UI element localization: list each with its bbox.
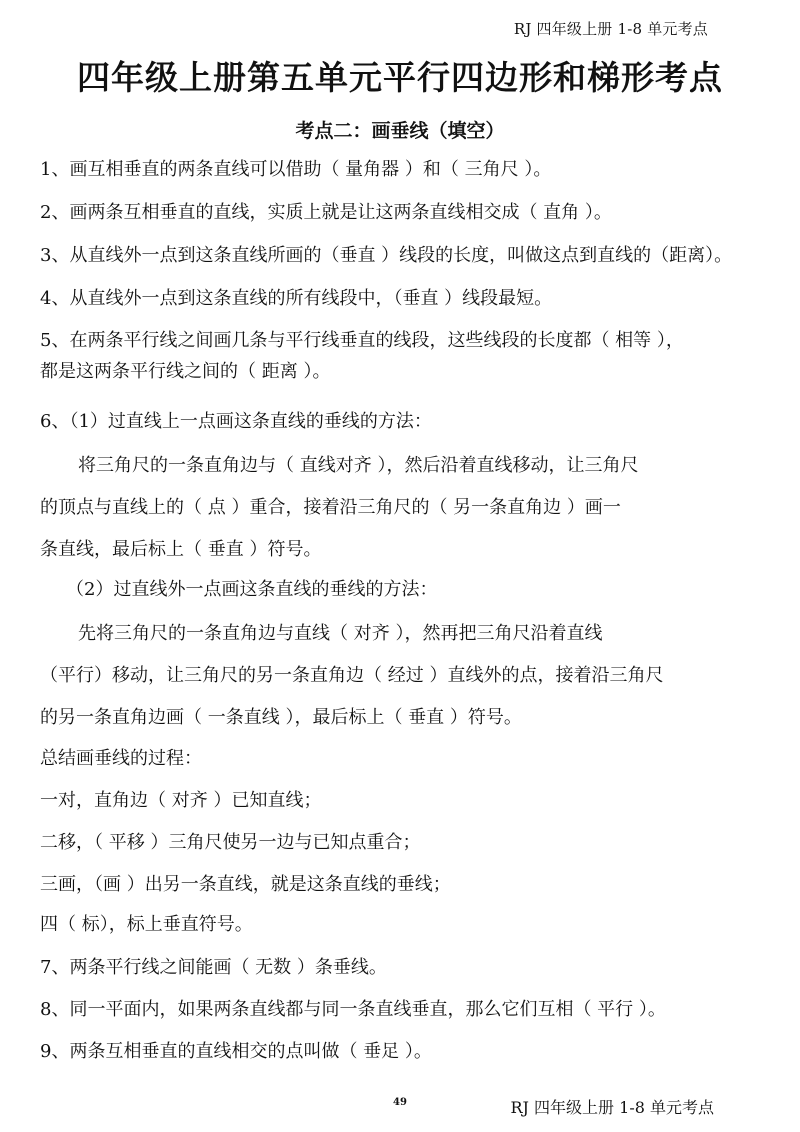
question-6-part-2-line-1: 先将三角尺的一条直角边与直线（ 对齐 ），然再把三角尺沿着直线 <box>78 623 603 644</box>
question-6-part-1-line-2: 的顶点与直线上的（ 点 ）重合，接着沿三角尺的（ 另一条直角边 ）画一 <box>40 497 621 518</box>
question-4: 4、从直线外一点到这条直线的所有线段中，（垂直 ）线段最短。 <box>40 288 553 309</box>
question-9: 9、两条互相垂直的直线相交的点叫做（ 垂足 ）。 <box>40 1041 432 1062</box>
footer-note: RJ 四年级上册 1-8 单元考点 <box>510 1098 714 1117</box>
question-6-part-1-line-3: 条直线，最后标上（ 垂直 ）符号。 <box>40 539 322 560</box>
question-6-part-2-line-3: 的另一条直角边画（ 一条直线 ），最后标上（ 垂直 ）符号。 <box>40 707 522 728</box>
question-1: 1、画互相垂直的两条直线可以借助（ 量角器 ）和（ 三角尺 ）。 <box>40 159 552 180</box>
document-title: 四年级上册第五单元平行四边形和梯形考点 <box>77 58 723 97</box>
page-number: 49 <box>393 1097 407 1108</box>
question-3: 3、从直线外一点到这条直线所画的（垂直 ）线段的长度，叫做这点到直线的（距离）。 <box>40 245 733 266</box>
summary-step-4: 四（ 标），标上垂直符号。 <box>40 914 253 935</box>
document-subtitle: 考点二：画垂线（填空） <box>295 120 505 142</box>
summary-heading: 总结画垂线的过程： <box>40 748 202 769</box>
question-2: 2、画两条互相垂直的直线，实质上就是让这两条直线相交成（ 直角 ）。 <box>40 202 612 223</box>
question-6-part-1-line-1: 将三角尺的一条直角边与（ 直线对齐 ），然后沿着直线移动，让三角尺 <box>78 455 639 476</box>
question-5-line-1: 5、在两条平行线之间画几条与平行线垂直的线段，这些线段的长度都（ 相等 ）， <box>40 330 684 351</box>
question-6-part-2-line-2: （平行）移动，让三角尺的另一条直角边（ 经过 ）直线外的点，接着沿三角尺 <box>40 665 664 686</box>
question-8: 8、同一平面内，如果两条直线都与同一条直线垂直，那么它们互相（ 平行 ）。 <box>40 999 666 1020</box>
question-5-line-2: 都是这两条平行线之间的（ 距离 ）。 <box>40 361 331 382</box>
summary-step-3: 三画，（画 ）出另一条直线，就是这条直线的垂线； <box>40 874 451 895</box>
summary-step-1: 一对，直角边（ 对齐 ）已知直线； <box>40 790 322 811</box>
header-note: RJ 四年级上册 1-8 单元考点 <box>513 20 708 38</box>
question-7: 7、两条平行线之间能画（ 无数 ）条垂线。 <box>40 957 387 978</box>
question-6-heading: 6、（1）过直线上一点画这条直线的垂线的方法： <box>40 411 432 432</box>
summary-step-2: 二移，（ 平移 ）三角尺使另一边与已知点重合； <box>40 832 421 853</box>
question-6-part-2-heading: （2）过直线外一点画这条直线的垂线的方法： <box>66 579 438 600</box>
